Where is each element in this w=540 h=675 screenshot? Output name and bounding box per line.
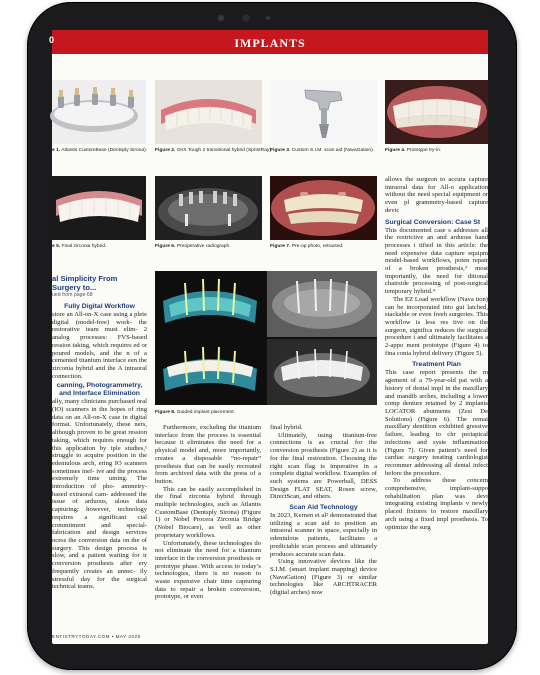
figure-5-caption: e 5. Final zirconia hybrid. [52, 244, 107, 249]
page-footer: ENTISTRYTODAY.COM • MAY 2025 [52, 634, 141, 639]
figure-4-photo [385, 80, 488, 144]
article-column-3 [270, 424, 377, 632]
col1-paragraph-2: ally, many clinicians purchased oral (IO) scanners in the hopes of ring data on an All-on-X case in digital format. Unfortunately, these ners, although proven to be great ression taking, which requires enough for this application by iple studies,¹ struggle to acquire position in the edentulous arch, ering IO scanners sometimes inef- ive and the process extremely time uming. The introduction of pho- ammetry-based extraoral cam- addressed the issue of arduous, ulous data capturing; however, technology requires a significant cial commitment and special- fabrication and design services ocess the conversion data on the of surgery. This design process is slow, and a patient waiting for ir conversion prosthesis after ery frequently creates an unnec- ily stressful day for the surgical technical teams. [52, 398, 147, 591]
col3-paragraph-2: Ultimately, using titanium-free connections is as crucial for the conversion prosthesis (Figure 2) as it is for the final restoration. Choosing the right scan flag is imperative in a complete digital workflow. Examples of such systems are Powerball, DESS Design FLAT SEAT, Rosen screw, DirectScan, and others. [270, 431, 377, 501]
figure-6-photo [155, 176, 262, 240]
heading-scanning: canning, Photogrammetry, and Interface Elimination [56, 382, 143, 398]
article-column-1 [52, 274, 147, 629]
figure-7-photo [270, 176, 377, 240]
col2-paragraph-1: Furthermore, excluding the titanium interface from the process is essential because it eliminates the need for a physical model and, more importantly, creates a disposable “no-repair” prosthesis that can be easily recreated from archived data with the press of a button. [155, 424, 261, 485]
col4-paragraph-5: To address these concern comprehensive, implant-suppo rehabilitation plan was devi integrating existing implants v newly placed fixtures to restore maxillary arch using a fixed impl prosthesis. To optimize the surg [385, 477, 488, 531]
figure-1-caption: e 1. Atlantis CustomBase (Dentsply Sirona). [52, 148, 148, 153]
figure-3-caption: Figure 3. Custom S.I.M. scan aid (NavaGation). [270, 148, 375, 153]
col3-paragraph-1: final hybrid. [270, 424, 303, 431]
figure-2-photo [155, 80, 262, 144]
article-column-4 [385, 176, 488, 632]
figure-5-photo [52, 176, 146, 240]
heading-fully-digital-workflow: Fully Digital Workflow [64, 303, 135, 310]
figure-8-caption: Figure 8. Guided implant placement. [155, 410, 235, 415]
article-column-2 [155, 424, 261, 632]
camera-icon [241, 13, 251, 23]
heading-treatment-plan: Treatment Plan [412, 361, 461, 369]
col1-paragraph-1: store an All-on-X case using a plete digital (model-free) work- the restorative team must elim- 2 analog processes: FVS-based ression taking, which requires ed or poured models, and the n of a cemented titanium interface een the zirconia hybrid and the A intraoral connection. [52, 311, 147, 380]
col3-paragraph-3: In 2023, Kernen et al² demonstrated that utilizing a scan aid to position an intraoral scanner in space, especially in edentulous patients, facilitates a predictable scan process and ultimately produces accurate scan data. [270, 512, 377, 558]
figure-7-caption: Figure 7. Pre-op photo, retracted. [270, 244, 344, 249]
section-title: IMPLANTS [234, 36, 306, 50]
light-sensor-icon [265, 15, 271, 21]
sensor-icon [217, 14, 225, 22]
col4-paragraph-3: The EZ Load workflow (Nava tion) can be incorporated into gui latched, stackable or even freeh surgeries. This workflow is less res tive on the surgeon, significa reduces the surgical procedure t and ultimately facilitates a 2-appo ment prototype (Figure 4) to fina conia hybrid delivery (Figure 5). [385, 295, 488, 357]
col2-paragraph-3: Unfortunately, these technologies do not eliminate the need for a titanium interface in the conversion prosthesis or prototype phase. With access to today’s technologies, there is no reason to waste expensive chair time capturing data to repair a broken conversion, prototype, or even [155, 539, 261, 601]
figure-1-photo [52, 80, 146, 144]
heading-scan-aid-technology: Scan Aid Technology [289, 504, 358, 512]
figure-6-caption: Figure 6. Preoperative radiograph. [155, 244, 231, 249]
col4-paragraph-2: This documented case s addresses all the restrictive an and arduous hand processes i tified in this article: the need expensive data capture equipm model-based workflows, poten repair of a broken prosthesis,³ most importantly, the need for ditional chairside processing of post-surgical temporary hybrid.⁴ [385, 226, 488, 296]
col4-paragraph-1: allows the surgeon to accura capture intraoral data for All-o application without the need special equipment or even pl grammetry-based capture devic [385, 176, 488, 214]
heading-surgical-conversion: Surgical Conversion: Case St [385, 218, 481, 226]
figure-8-photo [155, 271, 377, 405]
col3-paragraph-4: Using innovative devices like the S.I.M. (smart implant mapping) device (NavaGation) (Figure 3) or similar technologies like ARCHTRACER (digital arches) now [270, 558, 377, 597]
magazine-page[interactable] [49, 30, 488, 644]
page-number: 0 [49, 35, 55, 45]
figure-4-caption: Figure 4. Prototype try-in. [385, 148, 442, 153]
figure-2-caption: Figure 2. OnX Tough 2 transitional hybrid (SprintRay). [155, 148, 273, 153]
col2-paragraph-2: This can be easily accomplished in the final zirconia hybrid through multiple technologies, such as Atlantis CustomBase (Dentsply Sirona) (Figure 1) or Nobel Procera Zirconia Bridge (Nobel Biocare), as well as other proprietary workflows. [155, 485, 261, 539]
continued-note: ued from page 68 [52, 292, 93, 298]
article-title: al Simplicity From Surgery to... [52, 274, 118, 292]
col4-paragraph-4: This case report presents the m agement of a 79-year-old pat with a history of dental impl in the maxillary and mandib arches, including a lower comp denture retained by 2 implants LOCATOR abutments (Zest De Solutions) (Figure 6). The remai maxillary dentition exhibited gressive failure, leading to chr periapical infections and syste inflammation (Figure 7). Given patient’s need for cardiac surgery treating cardiologist recommer addressing all dental infect before the procedure. [385, 369, 488, 477]
figure-3-photo [270, 80, 377, 144]
